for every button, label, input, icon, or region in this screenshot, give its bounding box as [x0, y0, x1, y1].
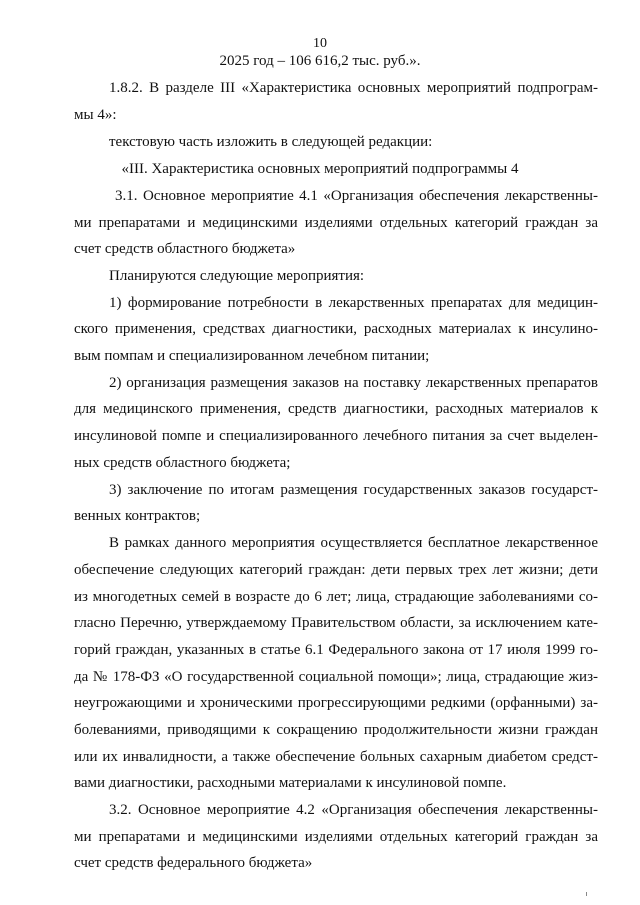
text-line: мы 4»: — [74, 107, 117, 123]
text-line: венных контрактов; — [74, 508, 201, 524]
text-line: 3.1. Основное мероприятие 4.1 «Организация обеспечения лекарственны- — [115, 188, 598, 204]
text-line: ми препаратами и медицинскими изделиями отдельных категорий граждан за — [74, 829, 598, 845]
text-line: ных средств областного бюджета; — [74, 455, 291, 471]
text-line: для медицинского применения, средств диагностики, расходных материалов к — [74, 401, 598, 417]
text-line: неугрожающими и хроническими прогрессирующими редкими (орфанными) за- — [74, 695, 598, 711]
header-line: 2025 год – 106 616,2 тыс. руб.». — [219, 53, 421, 69]
text-line: из многодетных семей в возрасте до 6 лет; лица, страдающие заболеваниями со- — [74, 589, 598, 605]
text-line: 3.2. Основное мероприятие 4.2 «Организация обеспечения лекарственны- — [109, 802, 598, 818]
text-line: ми препаратами и медицинскими изделиями отдельных категорий граждан за — [74, 215, 598, 231]
text-line: В рамках данного мероприятия осуществляется бесплатное лекарственное — [109, 535, 598, 551]
text-line: 2) организация размещения заказов на поставку лекарственных препаратов — [109, 375, 598, 391]
text-line: счет средств областного бюджета» — [74, 241, 296, 257]
text-line: ского применения, средствах диагностики, расходных материалах к инсулино- — [74, 321, 598, 337]
text-line: горий граждан, указанных в статье 6.1 Федерального закона от 17 июля 1999 го- — [74, 642, 598, 658]
text-line: или их инвалидности, а также обеспечение больных сахарным диабетом средст- — [74, 749, 598, 765]
text-line: счет средств федерального бюджета» — [74, 855, 313, 871]
scan-mark — [586, 892, 587, 896]
text-line: вами диагностики, расходными материалами к инсулиновой помпе. — [74, 775, 507, 791]
text-line: текстовую часть изложить в следующей редакции: — [109, 134, 433, 150]
text-line: 3) заключение по итогам размещения государственных заказов государст- — [109, 482, 598, 498]
text-line: Планируются следующие мероприятия: — [109, 268, 365, 284]
text-line: гласно Перечню, утверждаемому Правительством области, за исключением кате- — [74, 615, 598, 631]
section-heading: «III. Характеристика основных мероприятий подпрограммы 4 — [121, 161, 519, 177]
text-line: болеваниями, приводящими к сокращению продолжительности жизни граждан — [74, 722, 598, 738]
page-number: 10 — [313, 36, 327, 51]
text-line: инсулиновой помпе и специализированного лечебного питания за счет выделен- — [74, 428, 598, 444]
text-line: 1.8.2. В разделе III «Характеристика основных мероприятий подпрограм- — [109, 80, 598, 96]
text-line: да № 178-ФЗ «О государственной социальной помощи»; лица, страдающие жиз- — [74, 669, 598, 685]
text-line: 1) формирование потребности в лекарственных препаратах для медицин- — [109, 295, 598, 311]
text-line: обеспечение следующих категорий граждан: дети первых трех лет жизни; дети — [74, 562, 598, 578]
text-line: вым помпам и специализированном лечебном питании; — [74, 348, 430, 364]
